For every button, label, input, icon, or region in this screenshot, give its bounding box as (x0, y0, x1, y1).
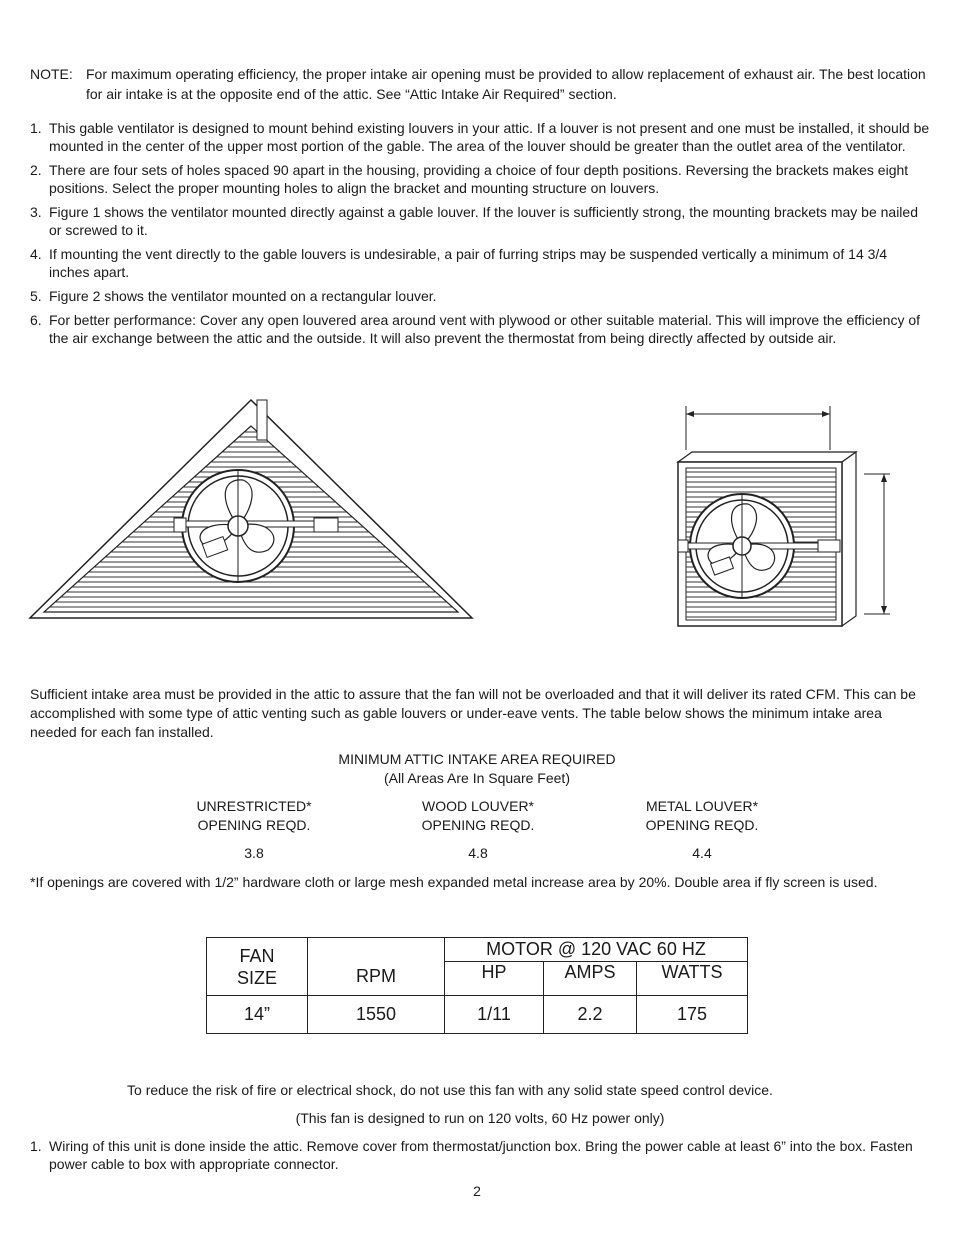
list-item-text: If mounting the vent directly to the gable louvers is undesirable, a pair of furring strips may be suspended vertically a minimum of 14 3/4 inches apart. (49, 246, 888, 280)
motor-header: MOTOR @ 120 VAC 60 HZ (445, 938, 748, 962)
column-header-line1: UNRESTRICTED* (196, 798, 312, 814)
column-header-line1: WOOD LOUVER* (421, 798, 534, 814)
list-item (30, 203, 930, 239)
list-item (30, 119, 930, 155)
column-value: 3.8 (244, 845, 264, 861)
list-item-text: This gable ventilator is designed to mount behind existing louvers in your attic. If a louver is not present and one must be installed, it should be mounted in the center of the upper most portion of the gable. The area of the louver should be greater than the outlet area of the ventilator. (49, 120, 930, 154)
electrical-warning: To reduce the risk of fire or electrical shock, do not use this fan with any solid state speed control device. (127, 1082, 773, 1098)
column-header-line2: OPENING REQD. (421, 817, 535, 833)
fan-size-cell: 14” (207, 996, 308, 1034)
list-item-number: 5. (30, 288, 42, 304)
column-header-line2: OPENING REQD. (645, 817, 759, 833)
figure-1-gable-illustration (28, 398, 474, 622)
column-value: 4.4 (692, 845, 712, 861)
figure-2-rectangular-louver-illustration (670, 404, 898, 628)
intake-column-metal-louver (602, 797, 802, 863)
list-item-text: There are four sets of holes spaced 90 apart in the housing, providing a choice of four depth positions. Reversing the brackets makes eight positions. Select the proper mounting holes to align the bracket and mounting structure on louvers. (49, 162, 909, 196)
list-item-number: 3. (30, 204, 42, 220)
list-item-number: 2. (30, 162, 42, 178)
watts-cell: 175 (637, 996, 748, 1034)
list-item-number: 1. (30, 1138, 42, 1154)
list-item (30, 245, 930, 281)
column-header-line1: METAL LOUVER* (645, 798, 759, 814)
rpm-cell: 1550 (308, 996, 445, 1034)
list-item-text: Wiring of this unit is done inside the attic. Remove cover from thermostat/junction box. Bring the power cable at least 6” into the box. Fasten power cable to box with appropriate connector. (49, 1138, 913, 1172)
list-item (30, 311, 930, 347)
power-note: (This fan is designed to run on 120 volts, 60 Hz power only) (295, 1110, 665, 1126)
list-item-text: Figure 2 shows the ventilator mounted on a rectangular louver. (49, 288, 437, 304)
list-item (30, 161, 930, 197)
list-item-text: Figure 1 shows the ventilator mounted directly against a gable louver. If the louver is sufficiently strong, the mounting brackets may be nailed or screwed to it. (49, 204, 918, 238)
note-text: For maximum operating efficiency, the proper intake air opening must be provided to allow replacement of exhaust air. The best location for air intake is at the opposite end of the attic. See “Attic Intake Air Required” section. (86, 66, 926, 102)
column-value: 4.8 (468, 845, 488, 861)
rpm-header: RPM (308, 938, 445, 996)
wiring-steps-list (30, 1137, 930, 1179)
fan-size-header-line2: SIZE (236, 967, 277, 988)
watts-header: WATTS (637, 962, 748, 996)
intake-paragraph: Sufficient intake area must be provided in the attic to assure that the fan will not be overloaded and that it will deliver its rated CFM. This can be accomplished with some type of attic venting such as gable louvers or under-eave vents. The table below shows the minimum intake area needed for each fan installed. (30, 686, 916, 740)
hp-header: HP (445, 962, 544, 996)
hp-cell: 1/11 (445, 996, 544, 1034)
page-number: 2 (473, 1183, 481, 1199)
installation-steps-list (30, 119, 930, 353)
list-item-text: For better performance: Cover any open louvered area around vent with plywood or other suitable material. This will improve the efficiency of the air exchange between the attic and the outside. It will also prevent the thermostat from being directly affected by outside air. (49, 312, 921, 346)
intake-footnote: *If openings are covered with 1/2” hardware cloth or large mesh expanded metal increase area by 20%. Double area if fly screen is used. (30, 874, 878, 890)
intake-table-title-text: MINIMUM ATTIC INTAKE AREA REQUIRED (338, 751, 616, 767)
intake-table-subtitle: (All Areas Are In Square Feet) (384, 770, 570, 786)
list-item (30, 1137, 930, 1173)
intake-table-title (277, 750, 677, 788)
list-item-number: 4. (30, 246, 42, 262)
fan-size-header (207, 938, 308, 996)
list-item-number: 6. (30, 312, 42, 328)
list-item-number: 1. (30, 120, 42, 136)
fan-size-header-line1: FAN (239, 945, 275, 966)
amps-header: AMPS (544, 962, 637, 996)
intake-column-wood-louver (378, 797, 578, 863)
amps-cell: 2.2 (544, 996, 637, 1034)
note-label: NOTE: (30, 66, 73, 82)
column-header-line2: OPENING REQD. (197, 817, 311, 833)
fan-spec-table (206, 937, 748, 1034)
list-item (30, 287, 930, 305)
intake-column-unrestricted (154, 797, 354, 863)
